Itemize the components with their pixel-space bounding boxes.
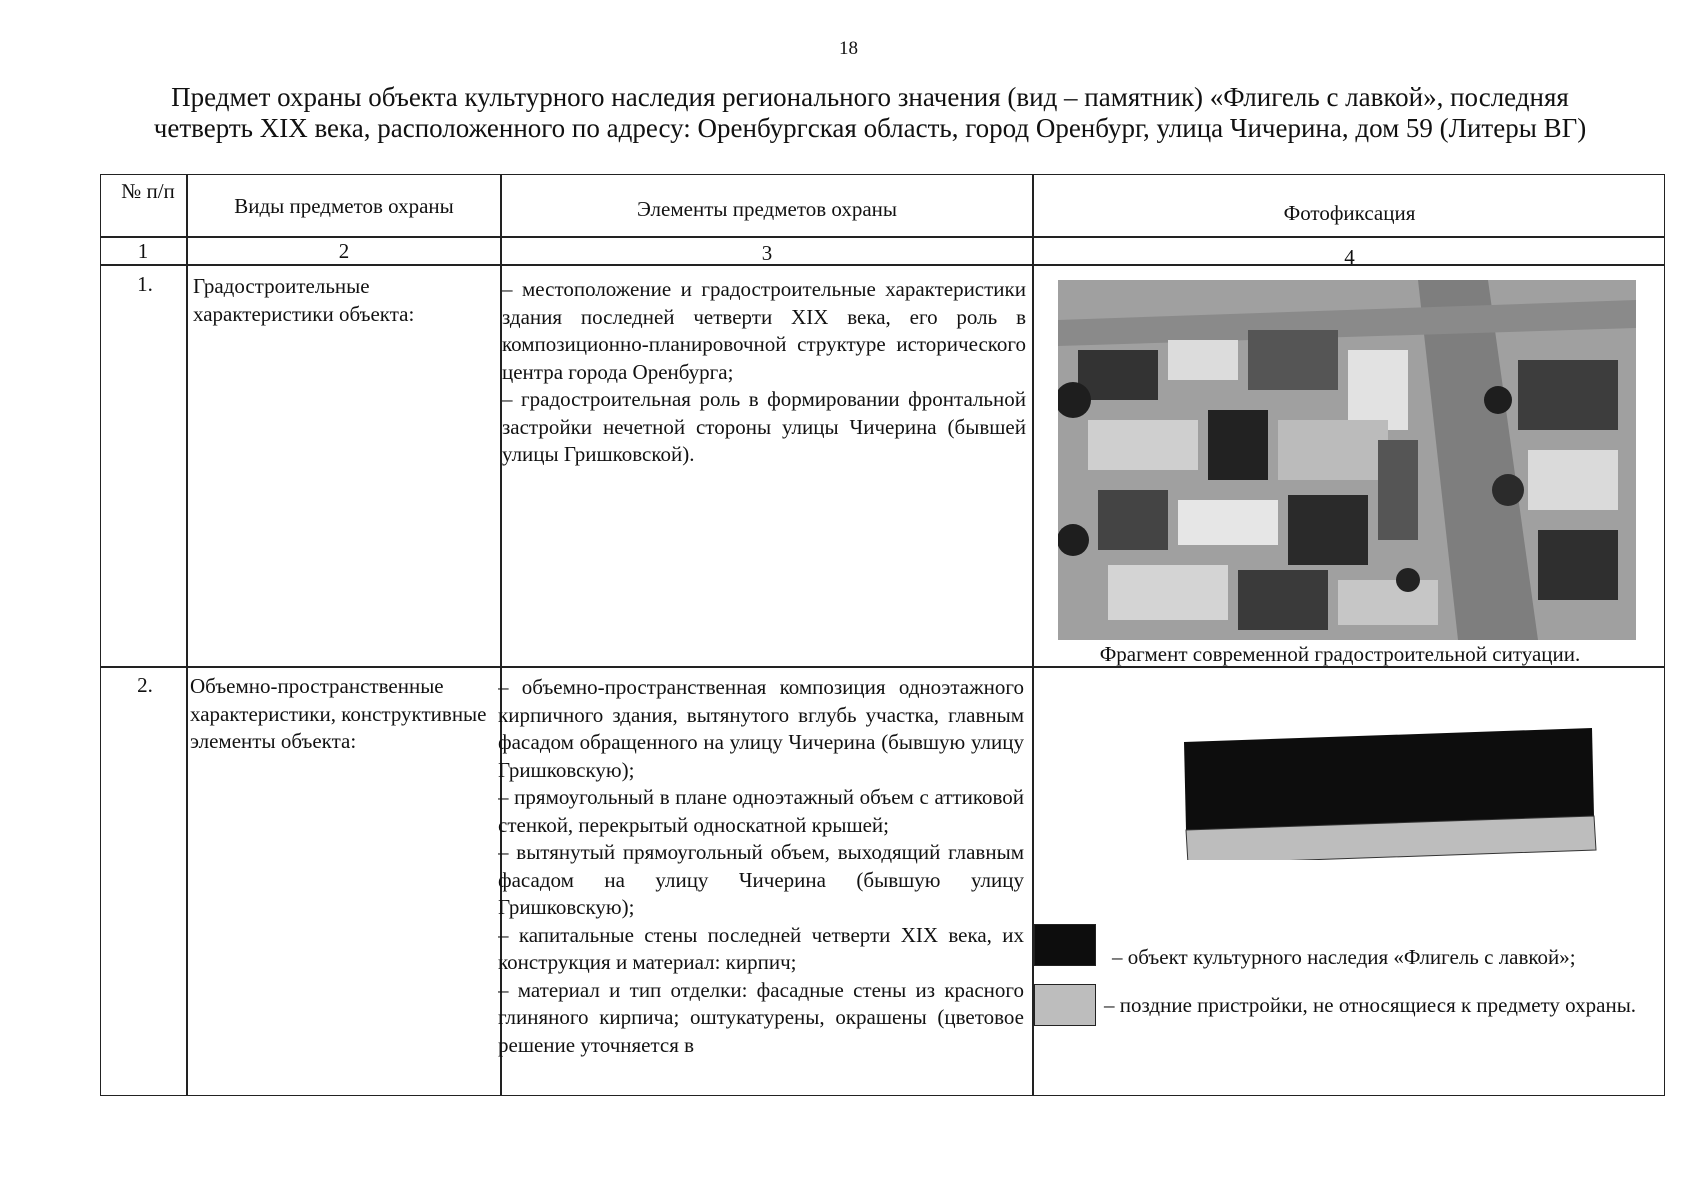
legend-text-monument: – объект культурного наследия «Флигель с лавкой»; bbox=[1112, 945, 1576, 969]
header-kinds: Виды предметов охраны bbox=[234, 194, 454, 218]
col-number-3: 3 bbox=[761, 241, 773, 265]
col-number-1: 1 bbox=[137, 239, 149, 263]
row-2-element-5: – материал и тип отделки: фасадные стены из красного глиняного кирпича; оштукатурены, окрашены (цветовое решение уточняется в bbox=[498, 977, 1024, 1057]
page-number: 18 bbox=[839, 38, 858, 59]
row-2-number: 2. bbox=[137, 673, 153, 697]
photo-caption: Фрагмент современной градостроительной ситуации. bbox=[1099, 642, 1581, 666]
aerial-photo bbox=[1058, 280, 1636, 640]
row-1-number: 1. bbox=[137, 272, 153, 296]
row-2-kind: Объемно-пространственные характеристики, конструктивные элементы объекта: bbox=[190, 674, 487, 753]
row-2-element-2: – прямоугольный в плане одноэтажный объем с аттиковой стенкой, перекрытый односкатной крышей; bbox=[498, 785, 1024, 837]
row-2-element-3: – вытянутый прямоугольный объем, выходящий главным фасадом на улицу Чичерина (бывшую улицу Гришковскую); bbox=[498, 840, 1024, 919]
col-number-4: 4 bbox=[1344, 245, 1355, 269]
page-title bbox=[100, 82, 1640, 144]
row-2-element-4: – капитальные стены последней четверти XIX века, их конструкция и материал: кирпич; bbox=[498, 922, 1024, 974]
header-elements: Элементы предметов охраны bbox=[636, 197, 898, 221]
row-2-elements bbox=[498, 674, 1024, 1094]
header-photo: Фотофиксация bbox=[1283, 201, 1416, 225]
legend-swatch-monument bbox=[1034, 924, 1096, 966]
legend-text-later-additions: – поздние пристройки, не относящиеся к предмету охраны. bbox=[1104, 993, 1637, 1017]
col-number-2: 2 bbox=[338, 239, 350, 263]
legend-swatch-later-additions bbox=[1034, 984, 1096, 1026]
title-line-2: четверть XIX века, расположенного по адресу: Оренбургская область, город Оренбург, улица Чичерина, дом 59 (Литеры ВГ) bbox=[153, 113, 1587, 143]
row-1-kind: Градостроительные характеристики объекта: bbox=[193, 274, 415, 326]
row-1-element-1: – местоположение и градостроительные характеристики здания последней четверти XIX века, его роль в композиционно-планировочной структуре исторического центра города Оренбурга; bbox=[502, 277, 1026, 384]
row-1-element-2: – градостроительная роль в формировании фронтальной застройки нечетной стороны улицы Чичерина (бывшей улицы Гришковской). bbox=[502, 387, 1026, 466]
row-1-elements bbox=[502, 276, 1026, 469]
header-num: № п/п bbox=[121, 179, 175, 203]
row-2-element-1: – объемно-пространственная композиция одноэтажного кирпичного здания, вытянутого вглубь участка, главным фасадом обращенного на улицу Чичерина (бывшую улицу Гришковскую); bbox=[498, 675, 1024, 782]
title-line-1: Предмет охраны объекта культурного наследия регионального значения (вид – памятник) «Флигель с лавкой», последняя bbox=[171, 82, 1569, 112]
building-plan-diagram bbox=[1180, 720, 1600, 860]
